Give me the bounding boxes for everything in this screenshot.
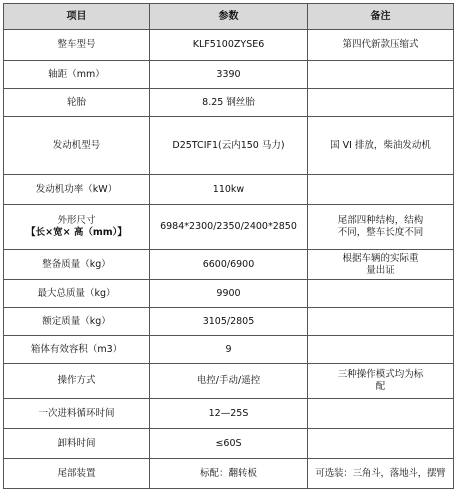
row-note [308, 250, 454, 280]
row-item [4, 205, 150, 250]
header-item: 项目 [4, 4, 150, 30]
row-param: 6984*2300/2350/2400*2850 [150, 205, 308, 250]
row-param: 110kw [150, 175, 308, 205]
row-param: 电控/手动/遥控 [150, 364, 308, 399]
row-item: 额定质量（kg） [4, 308, 150, 336]
table-row [4, 89, 454, 117]
row-item: 轮胎 [4, 89, 150, 117]
row-note-line1: 尾部四种结构，结构 [337, 215, 424, 226]
row-note-line2: 量出证 [366, 264, 395, 276]
table-row [4, 117, 454, 175]
row-param: KLF5100ZYSE6 [150, 30, 308, 61]
row-item: 整备质量（kg） [4, 250, 150, 280]
table-row [4, 280, 454, 308]
row-item: 整车型号 [4, 30, 150, 61]
row-item-line1: 外形尺寸 [57, 215, 96, 226]
table-row [4, 399, 454, 429]
row-param: 9900 [150, 280, 308, 308]
table-row [4, 250, 454, 280]
row-item: 轴距（mm） [4, 61, 150, 89]
row-note-line2: 配 [375, 381, 386, 392]
row-note-line1: 三种操作模式均为标 [337, 369, 424, 380]
row-note [308, 399, 454, 429]
table-row [4, 205, 454, 250]
row-item: 箱体有效容积（m3） [4, 336, 150, 364]
row-item: 尾部装置 [4, 459, 150, 489]
row-note [308, 175, 454, 205]
row-item: 最大总质量（kg） [4, 280, 150, 308]
row-note: 第四代新款压缩式 [308, 30, 454, 61]
table-row [4, 336, 454, 364]
table-row [4, 30, 454, 61]
row-param: 12—25S [150, 399, 308, 429]
row-param: D25TCIF1(云内150 马力) [150, 117, 308, 175]
row-item: 卸料时间 [4, 429, 150, 459]
spec-table [3, 3, 454, 489]
row-item-line2: 【长×宽× 高（mm）】 [26, 227, 127, 238]
header-row [4, 4, 454, 30]
row-note [308, 205, 454, 250]
row-param: 6600/6900 [150, 250, 308, 280]
header-param: 参数 [150, 4, 308, 30]
table-row [4, 429, 454, 459]
row-param: 3105/2805 [150, 308, 308, 336]
row-param: 8.25 钢丝胎 [150, 89, 308, 117]
row-note [308, 61, 454, 89]
table-row [4, 459, 454, 489]
row-note: 国 VI 排放，柴油发动机 [308, 117, 454, 175]
row-note [308, 280, 454, 308]
row-note [308, 336, 454, 364]
table-row [4, 61, 454, 89]
row-note [308, 429, 454, 459]
row-item: 操作方式 [4, 364, 150, 399]
table-row [4, 364, 454, 399]
row-param: ≤60S [150, 429, 308, 459]
row-note-line1: 根据车辆的实际重 [342, 252, 419, 264]
row-note [308, 364, 454, 399]
row-item: 一次进料循环时间 [4, 399, 150, 429]
row-note-line2: 不同，整车长度不同 [337, 227, 424, 238]
row-note [308, 308, 454, 336]
row-item: 发动机功率（kW） [4, 175, 150, 205]
row-note: 可选装：三角斗，落地斗，摆臂 [308, 459, 454, 489]
row-param: 标配：翻转板 [150, 459, 308, 489]
row-param: 3390 [150, 61, 308, 89]
header-note: 备注 [308, 4, 454, 30]
row-param: 9 [150, 336, 308, 364]
row-note [308, 89, 454, 117]
row-item: 发动机型号 [4, 117, 150, 175]
table-row [4, 308, 454, 336]
table-row [4, 175, 454, 205]
